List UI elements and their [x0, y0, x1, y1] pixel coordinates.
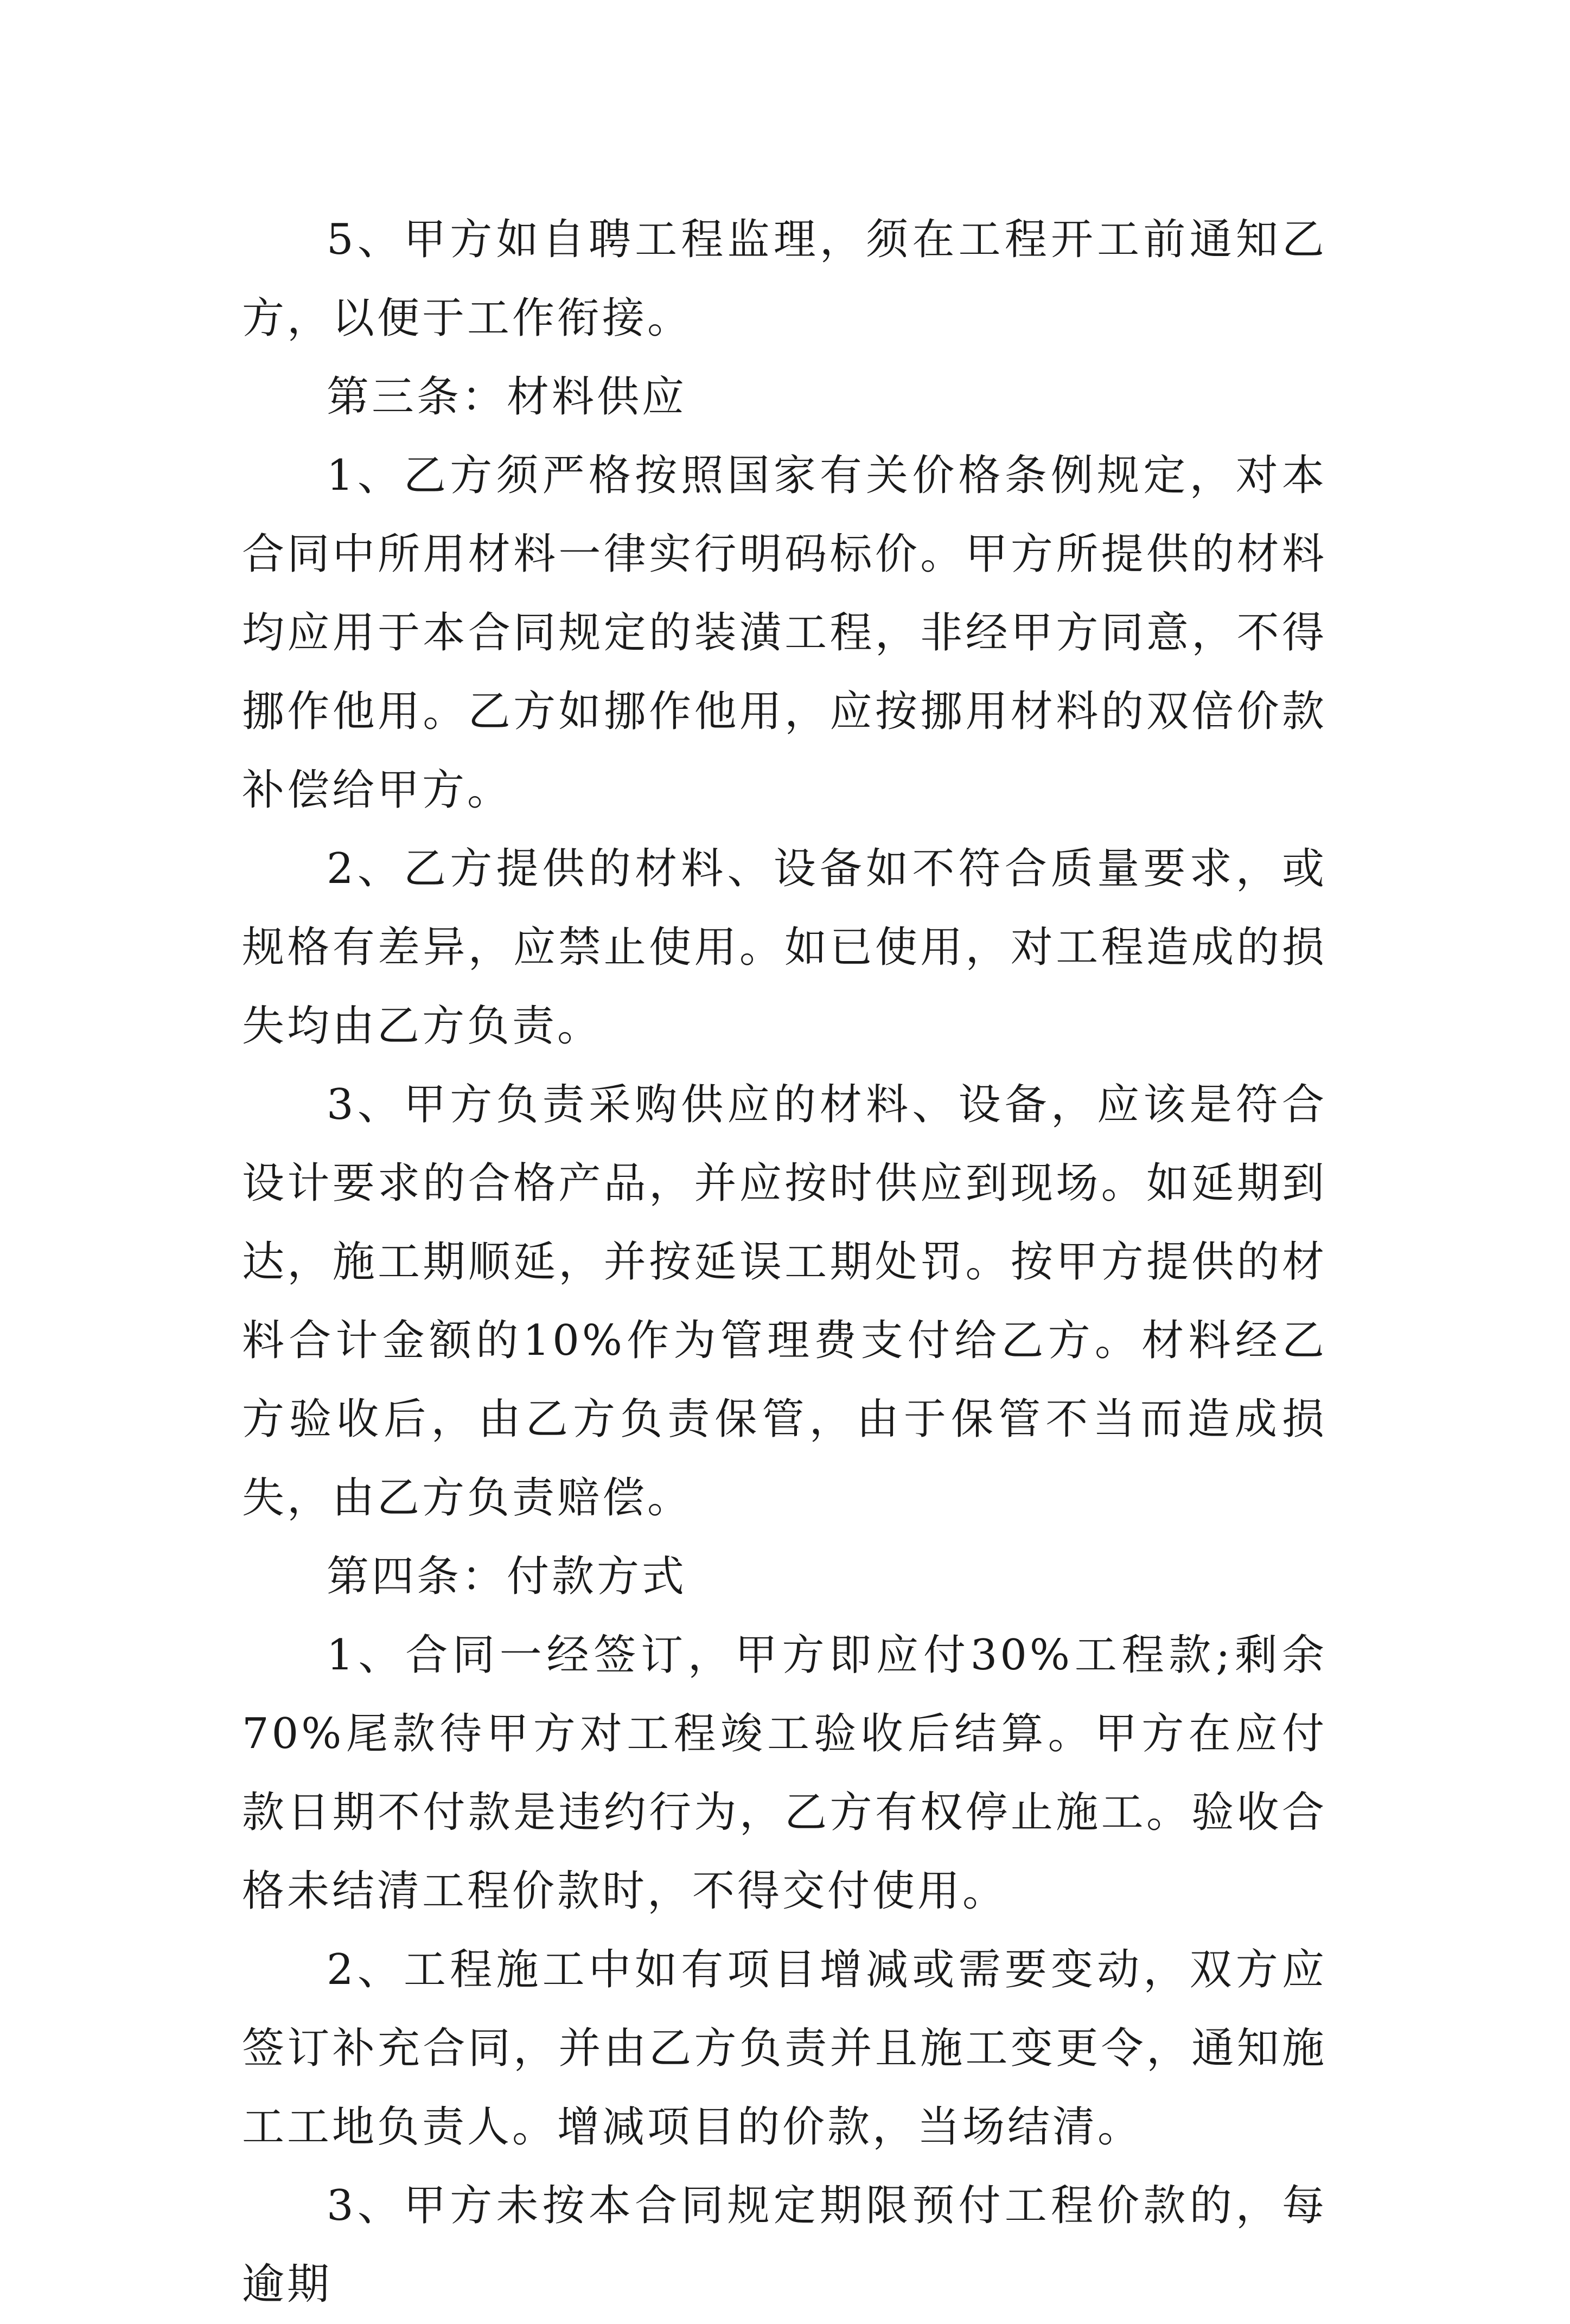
heading-article-3: 第三条：材料供应 — [327, 373, 687, 421]
heading-article-4: 第四条：付款方式 — [327, 1552, 687, 1601]
paragraph-clause-4-1: 1、合同一经签订，甲方即应付30%工程款;剩余70%尾款待甲方对工程竣工验收后结算。甲方在应付款日期不付款是违约行为，乙方有权停止施工。验收合格未结清工程价款时，不得交付使用。 — [242, 1631, 1327, 1916]
paragraph-clause-4-2: 2、工程施工中如有项目增减或需要变动，双方应签订补充合同，并由乙方负责并且施工变更令，通知施工工地负责人。增减项目的价款，当场结清。 — [242, 1945, 1327, 2152]
paragraph-clause-3-1: 1、乙方须严格按照国家有关价格条例规定，对本合同中所用材料一律实行明码标价。甲方所提供的材料均应用于本合同规定的装潢工程，非经甲方同意，不得挪作他用。乙方如挪作他用，应按挪用材料的双倍价款补偿给甲方。 — [242, 451, 1327, 815]
paragraph-clause-2-5: 5、甲方如自聘工程监理，须在工程开工前通知乙方，以便于工作衔接。 — [242, 215, 1327, 343]
document-body — [242, 201, 1327, 2324]
paragraph-clause-3-3: 3、甲方负责采购供应的材料、设备，应该是符合设计要求的合格产品，并应按时供应到现场。如延期到达，施工期顺延，并按延误工期处罚。按甲方提供的材料合计金额的10%作为管理费支付给乙方。材料经乙方验收后，由乙方负责保管，由于保管不当而造成损失，由乙方负责赔偿。 — [242, 1080, 1327, 1522]
paragraph-clause-3-2: 2、乙方提供的材料、设备如不符合质量要求，或规格有差异，应禁止使用。如已使用，对工程造成的损失均由乙方负责。 — [242, 844, 1327, 1051]
paragraph-clause-4-3: 3、甲方未按本合同规定期限预付工程价款的，每逾期 — [242, 2181, 1327, 2309]
